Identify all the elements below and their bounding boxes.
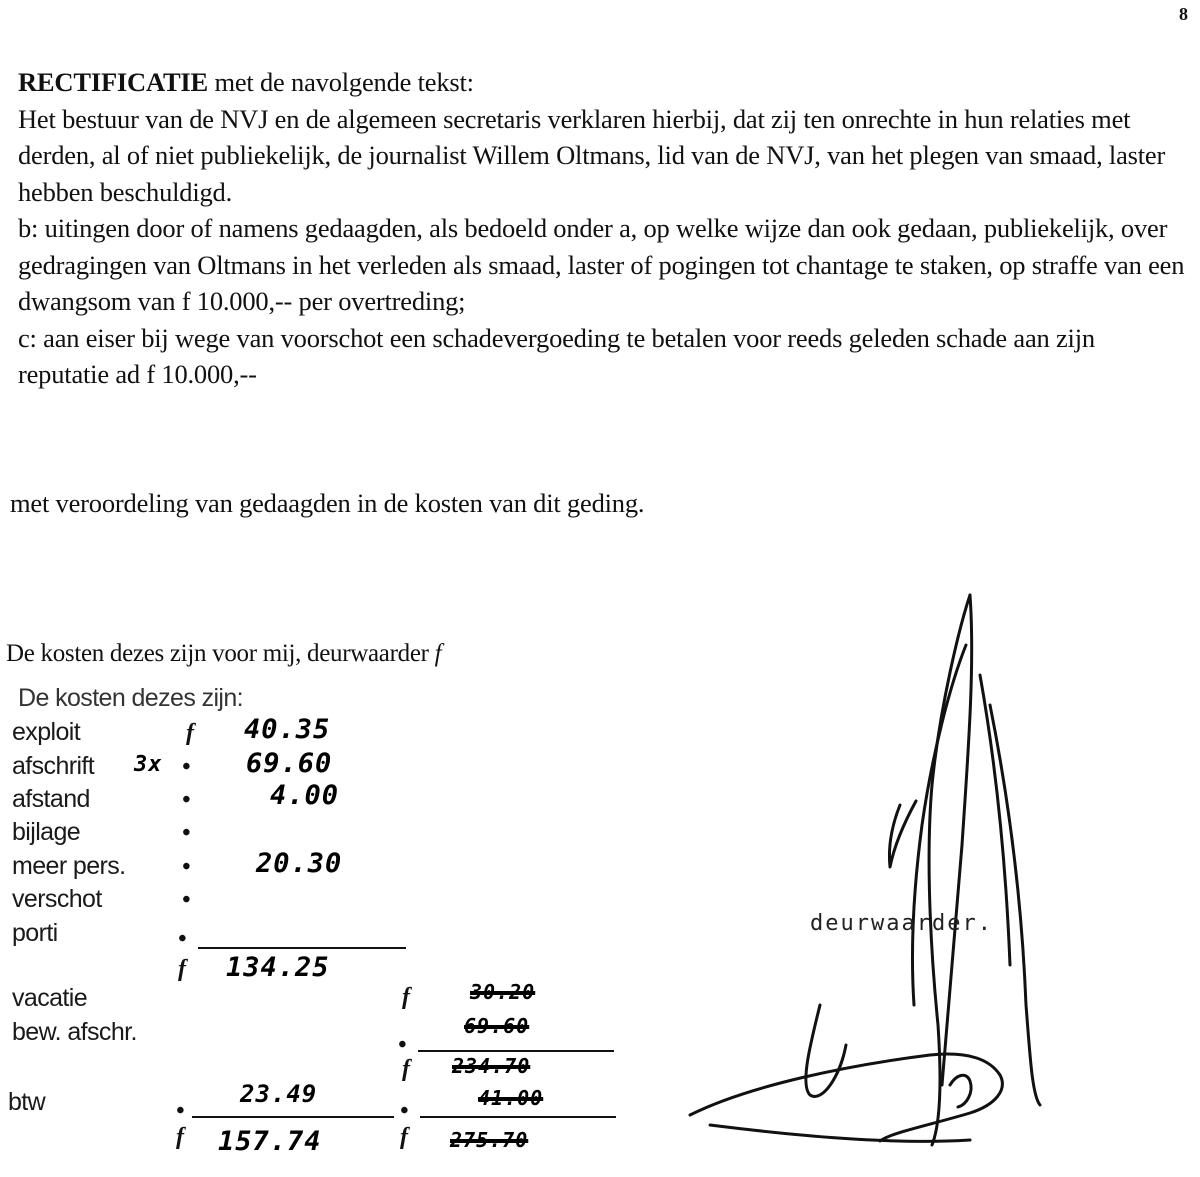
- total-currency: f: [176, 1124, 184, 1150]
- costs-table: [0, 684, 660, 1164]
- cost-marker: •: [400, 1098, 409, 1124]
- document-body: [18, 64, 1188, 393]
- cost-label-btw: btw: [8, 1088, 46, 1116]
- cost-label-meer-pers: meer pers.: [12, 852, 126, 880]
- costs-intro-text: De kosten dezes zijn voor mij, deurwaarder: [6, 640, 429, 667]
- subtotal-value: 134.25: [226, 952, 330, 983]
- cost-label-verschot: verschot: [12, 885, 102, 913]
- struck-value-btw: 41.00: [478, 1086, 544, 1110]
- btw-value: 23.49: [240, 1080, 318, 1108]
- cost-value-afschrift: 69.60: [246, 748, 333, 779]
- cost-marker: •: [182, 854, 191, 880]
- cost-marker: •: [182, 820, 191, 846]
- paragraph-c: c: aan eiser bij wege van voorschot een schadevergoeding te betalen voor reeds geleden schade aan zijn reputatie ad f 10.000,--: [18, 322, 1095, 389]
- signature-area: [670, 585, 1200, 1177]
- struck-subtotal-currency: f: [402, 1056, 410, 1082]
- heading-bold: RECTIFICATIE: [18, 67, 209, 97]
- cost-value-exploit: 40.35: [244, 714, 331, 745]
- rectification-heading: [18, 64, 1188, 101]
- cost-label-exploit: exploit: [12, 718, 81, 746]
- cost-value-meer-pers: 20.30: [256, 848, 343, 879]
- cost-marker: •: [182, 754, 191, 780]
- struck-subtotal-rule: [418, 1050, 614, 1052]
- cost-multiplier-afschrift: 3x: [134, 752, 163, 777]
- struck-value-bew-afschr: 69.60: [464, 1014, 530, 1038]
- struck-value-total: 275.70: [450, 1128, 529, 1152]
- cost-marker: f: [186, 720, 194, 746]
- heading-rest: met de navolgende tekst:: [208, 67, 474, 97]
- struck-total-rule: [420, 1116, 616, 1118]
- cost-label-porti: porti: [12, 919, 58, 947]
- bailiff-label: deurwaarder.: [810, 911, 993, 936]
- struck-value-vacatie: 30.20: [470, 980, 536, 1004]
- paragraph-b: b: uitingen door of namens gedaagden, als bedoeld onder a, op welke wijze dan ook gedaan, publiekelijk, over gedragingen van Oltmans in het verleden als smaad, laster of pogingen tot chantage te staken, op straffe van een dwangsom van f 10.000,-- per overtreding;: [18, 213, 1185, 316]
- cost-marker: •: [398, 1032, 407, 1058]
- cost-value-afstand: 4.00: [270, 780, 340, 811]
- cost-marker: •: [182, 787, 191, 813]
- struck-value-subtotal: 234.70: [452, 1054, 531, 1078]
- cost-label-bew-afschr: bew. afschr.: [12, 1018, 137, 1046]
- costs-heading: De kosten dezes zijn:: [18, 684, 244, 712]
- struck-total-currency: f: [400, 1124, 408, 1150]
- cost-label-vacatie: vacatie: [12, 984, 88, 1012]
- costs-intro-currency: f: [434, 640, 442, 667]
- costs-intro: [6, 640, 441, 668]
- subtotal-currency: f: [178, 956, 186, 982]
- cost-label-bijlage: bijlage: [12, 818, 81, 846]
- cost-marker: •: [176, 1098, 185, 1124]
- handwritten-signature: [670, 585, 1200, 1177]
- cost-label-afschrift: afschrift: [12, 752, 95, 780]
- paragraph-1: Het bestuur van de NVJ en de algemeen secretaris verklaren hierbij, dat zij ten onrechte in hun relaties met derden, al of niet publiekelijk, de journalist Willem Oltmans, lid van de NVJ, van het plegen van smaad, laster hebben beschuldigd.: [18, 103, 1166, 207]
- cost-label-afstand: afstand: [12, 785, 90, 813]
- cost-marker: •: [178, 926, 187, 952]
- page-number: 8: [1179, 4, 1188, 24]
- subtotal-rule: [198, 947, 406, 949]
- struck-column-currency: f: [402, 984, 410, 1010]
- cost-marker: •: [182, 887, 191, 913]
- total-value: 157.74: [218, 1126, 322, 1157]
- verdict-line: met veroordeling van gedaagden in de kosten van dit geding.: [10, 488, 645, 518]
- total-rule: [192, 1116, 394, 1118]
